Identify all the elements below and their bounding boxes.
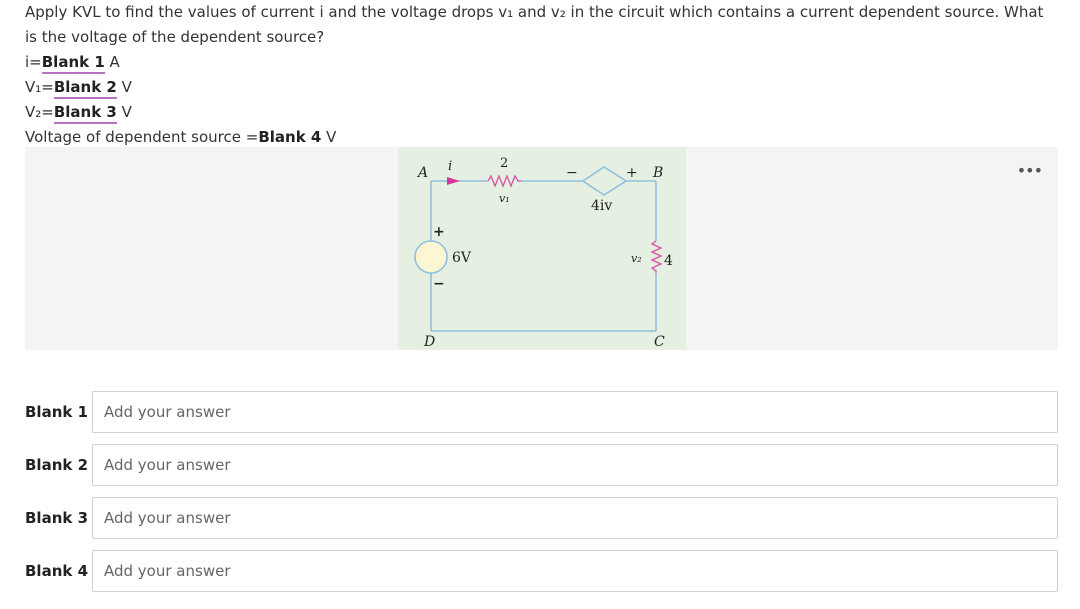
figure-panel — [25, 147, 1058, 350]
blank-line-3 — [25, 100, 1055, 125]
dependent-source-value: 4iv — [591, 198, 613, 214]
question-text — [25, 0, 1055, 150]
source-plus-label: + — [433, 224, 445, 240]
answer-input-4[interactable] — [92, 550, 1058, 592]
answer-label-2: Blank 2 — [25, 456, 89, 474]
node-a-label: A — [418, 165, 429, 181]
resistor-4-zigzag — [652, 241, 661, 273]
blank-line-unit: V — [326, 128, 337, 146]
voltage-source-circle — [415, 241, 447, 273]
blank-line-prefix: V₁= — [25, 78, 54, 96]
answer-row-2 — [25, 444, 1058, 486]
resistor-4-value: 4 — [664, 253, 673, 269]
more-options-icon[interactable]: ••• — [1016, 161, 1042, 180]
circuit-svg — [398, 147, 686, 350]
answer-label-3: Blank 3 — [25, 509, 89, 527]
v2-label: v₂ — [631, 252, 642, 265]
answer-input-3[interactable] — [92, 497, 1058, 539]
blank-3-ref[interactable]: Blank 3 — [54, 103, 117, 124]
blank-1-ref[interactable]: Blank 1 — [42, 53, 105, 74]
blank-line-unit: V — [121, 78, 132, 96]
current-i-label: i — [448, 159, 453, 174]
dep-minus-label: − — [566, 165, 578, 181]
current-arrow-icon — [447, 177, 460, 185]
source-minus-label: − — [433, 276, 445, 292]
blank-line-unit: A — [109, 53, 120, 71]
blank-line-2 — [25, 75, 1055, 100]
answer-row-3 — [25, 497, 1058, 539]
circuit-diagram — [398, 147, 686, 350]
answer-label-1: Blank 1 — [25, 403, 89, 421]
resistor-2-zigzag — [488, 176, 521, 186]
blank-line-prefix: i= — [25, 53, 42, 71]
v1-label: v₁ — [499, 192, 510, 205]
source-value: 6V — [452, 250, 472, 266]
blank-4-ref[interactable]: Blank 4 — [258, 128, 321, 149]
node-b-label: B — [653, 165, 664, 181]
resistor-2-value: 2 — [500, 156, 509, 171]
blank-line-unit: V — [121, 103, 132, 121]
dep-plus-label: + — [626, 165, 638, 181]
answer-label-4: Blank 4 — [25, 562, 89, 580]
blank-2-ref[interactable]: Blank 2 — [54, 78, 117, 99]
question-prompt: Apply KVL to find the values of current i and the voltage drops v₁ and v₂ in the circuit which contains a current dependent source. What is the voltage of the dependent source? — [25, 3, 1044, 46]
circuit-wires — [431, 167, 656, 331]
blank-line-prefix: Voltage of dependent source = — [25, 128, 259, 146]
answer-input-1[interactable] — [92, 391, 1058, 433]
answer-input-2[interactable] — [92, 444, 1058, 486]
node-c-label: C — [654, 334, 665, 350]
blank-line-prefix: V₂= — [25, 103, 54, 121]
dependent-source-diamond — [583, 167, 626, 195]
blank-line-1 — [25, 50, 1055, 75]
answer-row-4 — [25, 550, 1058, 592]
answer-row-1 — [25, 391, 1058, 433]
node-d-label: D — [424, 334, 436, 350]
